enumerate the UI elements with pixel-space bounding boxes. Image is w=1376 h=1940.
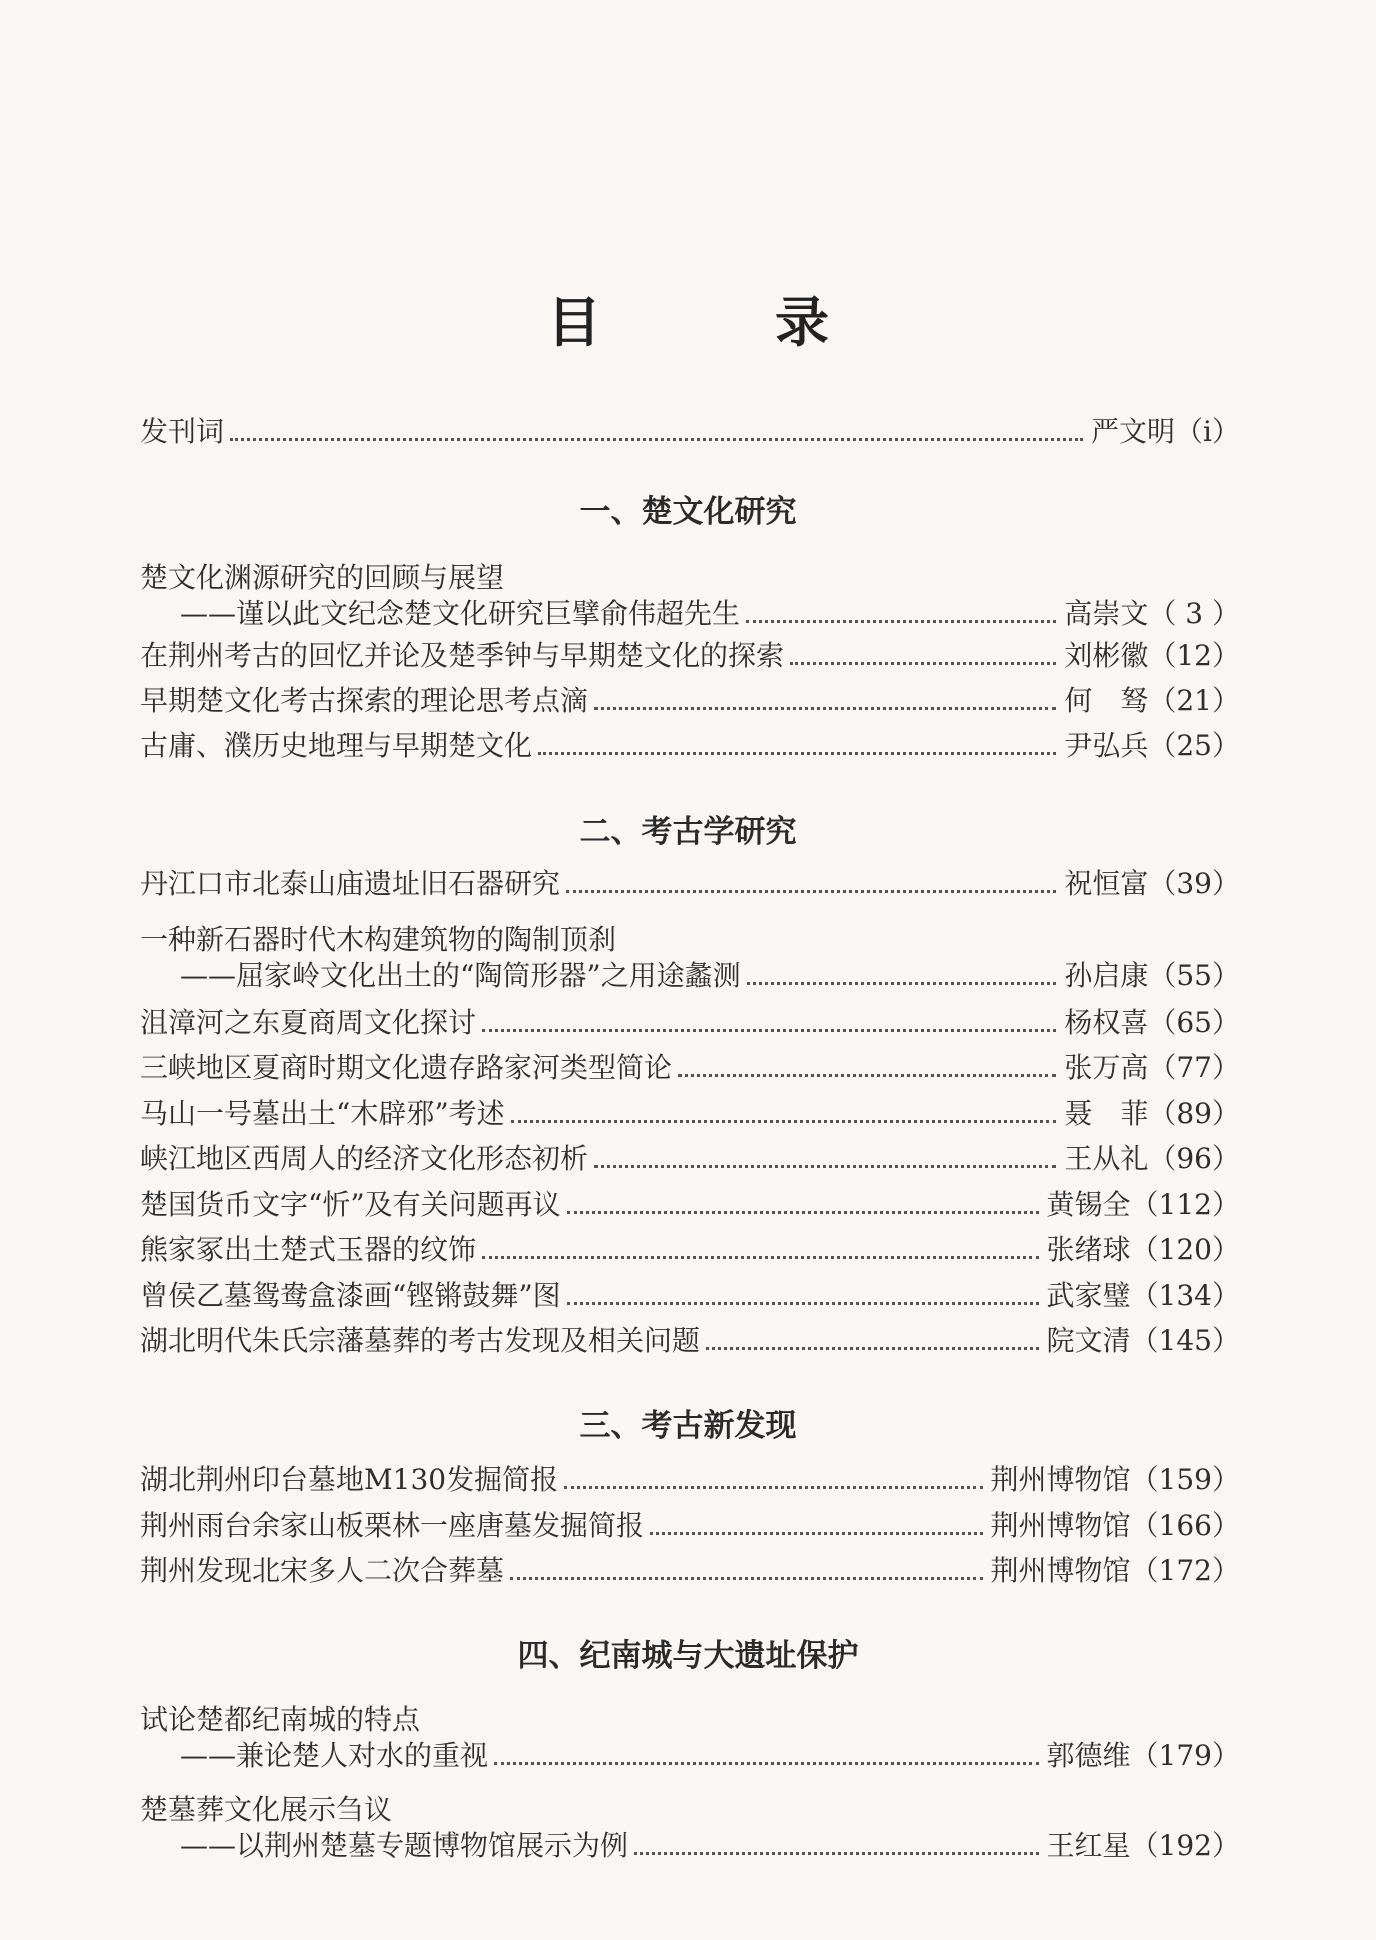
toc-entry bbox=[140, 1462, 1240, 1498]
dot-leader bbox=[650, 1532, 983, 1535]
toc-entry bbox=[180, 1828, 1240, 1864]
toc-entry bbox=[140, 1187, 1240, 1223]
entry-author: 院文清 bbox=[1046, 1324, 1131, 1357]
dot-leader bbox=[566, 890, 1056, 893]
entry-author: 荆州博物馆 bbox=[990, 1554, 1131, 1587]
entry-title: 一种新石器时代木构建筑物的陶制顶刹 bbox=[140, 923, 617, 956]
entry-title: 发刊词 bbox=[140, 415, 225, 448]
entry-author: 荆州博物馆 bbox=[990, 1463, 1131, 1496]
entry-title: ——兼论楚人对水的重视 bbox=[180, 1739, 489, 1772]
toc-entry bbox=[140, 1096, 1240, 1132]
dot-leader bbox=[230, 438, 1083, 441]
dot-leader bbox=[482, 1029, 1056, 1032]
dot-leader bbox=[706, 1347, 1039, 1350]
entry-author: 尹弘兵 bbox=[1064, 729, 1149, 762]
entry-page: （192） bbox=[1130, 1829, 1240, 1862]
toc-entry bbox=[140, 1508, 1240, 1544]
toc-entry bbox=[140, 1323, 1240, 1359]
entry-title: 曾侯乙墓鸳鸯盒漆画“铿锵鼓舞”图 bbox=[140, 1279, 561, 1312]
entry-title: 古庸、濮历史地理与早期楚文化 bbox=[140, 729, 533, 762]
entry-author: 郭德维 bbox=[1046, 1739, 1131, 1772]
dot-leader bbox=[790, 662, 1056, 665]
section-heading: 二、考古学研究 bbox=[579, 814, 797, 850]
entry-author: 祝恒富 bbox=[1064, 867, 1149, 900]
entry-author: 王从礼 bbox=[1064, 1142, 1149, 1175]
entry-page: （172） bbox=[1130, 1554, 1240, 1587]
entry-title: 在荆州考古的回忆并论及楚季钟与早期楚文化的探索 bbox=[140, 639, 785, 672]
entry-page: （77） bbox=[1148, 1051, 1240, 1084]
entry-page: （120） bbox=[1130, 1233, 1240, 1266]
entry-author: 刘彬徽 bbox=[1064, 639, 1149, 672]
entry-author: 高崇文 bbox=[1064, 597, 1149, 630]
entry-author: 武家璧 bbox=[1046, 1279, 1131, 1312]
dot-leader bbox=[747, 982, 1057, 985]
entry-page: （134） bbox=[1130, 1279, 1240, 1312]
entry-title: 湖北明代朱氏宗藩墓葬的考古发现及相关问题 bbox=[140, 1324, 701, 1357]
toc-entry bbox=[140, 1141, 1240, 1177]
toc-entry bbox=[140, 728, 1240, 764]
section-heading: 四、纪南城与大遗址保护 bbox=[517, 1638, 859, 1674]
entry-title: ——屈家岭文化出土的“陶筒形器”之用途蠡测 bbox=[180, 959, 741, 992]
entry-title: 荆州雨台余家山板栗林一座唐墓发掘简报 bbox=[140, 1509, 645, 1542]
entry-page: （ⅰ） bbox=[1175, 415, 1240, 448]
entry-title: 早期楚文化考古探索的理论思考点滴 bbox=[140, 684, 589, 717]
entry-author: 严文明 bbox=[1091, 415, 1176, 448]
entry-title: 楚文化渊源研究的回顾与展望 bbox=[140, 561, 505, 594]
entry-title: 丹江口市北泰山庙遗址旧石器研究 bbox=[140, 867, 561, 900]
toc-entry bbox=[140, 1005, 1240, 1041]
entry-title: 峡江地区西周人的经济文化形态初析 bbox=[140, 1142, 589, 1175]
entry-title: 沮漳河之东夏商周文化探讨 bbox=[140, 1006, 477, 1039]
toc-entry bbox=[140, 1278, 1240, 1314]
entry-title: 楚国货币文字“忻”及有关问题再议 bbox=[140, 1188, 561, 1221]
entry-author: 聂 菲 bbox=[1064, 1097, 1149, 1130]
dot-leader bbox=[634, 1852, 1039, 1855]
entry-title: ——以荆州楚墓专题博物馆展示为例 bbox=[180, 1829, 629, 1862]
entry-page: （166） bbox=[1130, 1509, 1240, 1542]
toc-entry bbox=[180, 958, 1240, 994]
toc-entry bbox=[140, 1553, 1240, 1589]
entry-page: （39） bbox=[1148, 867, 1240, 900]
entry-author: 黄锡全 bbox=[1046, 1188, 1131, 1221]
entry-page: （89） bbox=[1148, 1097, 1240, 1130]
entry-title: 荆州发现北宋多人二次合葬墓 bbox=[140, 1554, 505, 1587]
entry-title: 楚墓葬文化展示刍议 bbox=[140, 1793, 393, 1826]
entry-page: （21） bbox=[1148, 684, 1240, 717]
entry-title: 湖北荆州印台墓地M130发掘简报 bbox=[140, 1463, 559, 1496]
toc-entry bbox=[140, 414, 1240, 450]
toc-entry bbox=[180, 1738, 1240, 1774]
entry-title: 马山一号墓出土“木辟邪”考述 bbox=[140, 1097, 505, 1130]
entry-page: （96） bbox=[1148, 1142, 1240, 1175]
entry-author: 荆州博物馆 bbox=[990, 1509, 1131, 1542]
dot-leader bbox=[494, 1762, 1039, 1765]
dot-leader bbox=[510, 1577, 983, 1580]
dot-leader bbox=[678, 1074, 1056, 1077]
entry-title: 试论楚都纪南城的特点 bbox=[140, 1703, 421, 1736]
toc-entry bbox=[140, 866, 1240, 902]
entry-page: （145） bbox=[1130, 1324, 1240, 1357]
entry-title: 三峡地区夏商时期文化遗存路家河类型简论 bbox=[140, 1051, 673, 1084]
dot-leader bbox=[564, 1486, 982, 1489]
toc-entry bbox=[140, 1232, 1240, 1268]
entry-author: 张绪球 bbox=[1046, 1233, 1131, 1266]
dot-leader bbox=[567, 1211, 1039, 1214]
entry-page: （ 3 ） bbox=[1148, 597, 1240, 630]
entry-page: （25） bbox=[1148, 729, 1240, 762]
entry-page: （55） bbox=[1148, 959, 1240, 992]
section-heading: 三、考古新发现 bbox=[579, 1408, 797, 1444]
entry-page: （179） bbox=[1130, 1739, 1240, 1772]
dot-leader bbox=[482, 1256, 1039, 1259]
page-title: 目 录 bbox=[547, 291, 889, 354]
dot-leader bbox=[594, 1165, 1056, 1168]
section-heading: 一、楚文化研究 bbox=[579, 494, 797, 530]
entry-author: 孙启康 bbox=[1064, 959, 1149, 992]
entry-author: 何 驽 bbox=[1064, 684, 1149, 717]
dot-leader bbox=[594, 707, 1056, 710]
toc-entry bbox=[140, 638, 1240, 674]
entry-page: （159） bbox=[1130, 1463, 1240, 1496]
toc-entry bbox=[140, 1050, 1240, 1086]
dot-leader bbox=[538, 752, 1056, 755]
dot-leader bbox=[567, 1302, 1039, 1305]
toc-entry bbox=[180, 596, 1240, 632]
dot-leader bbox=[746, 620, 1056, 623]
entry-title: 熊家冢出土楚式玉器的纹饰 bbox=[140, 1233, 477, 1266]
entry-page: （12） bbox=[1148, 639, 1240, 672]
entry-author: 王红星 bbox=[1046, 1829, 1131, 1862]
toc-entry bbox=[140, 683, 1240, 719]
entry-page: （112） bbox=[1130, 1188, 1240, 1221]
entry-title: ——谨以此文纪念楚文化研究巨擘俞伟超先生 bbox=[180, 597, 741, 630]
dot-leader bbox=[511, 1120, 1057, 1123]
entry-author: 杨权喜 bbox=[1064, 1006, 1149, 1039]
entry-page: （65） bbox=[1148, 1006, 1240, 1039]
entry-author: 张万高 bbox=[1064, 1051, 1149, 1084]
